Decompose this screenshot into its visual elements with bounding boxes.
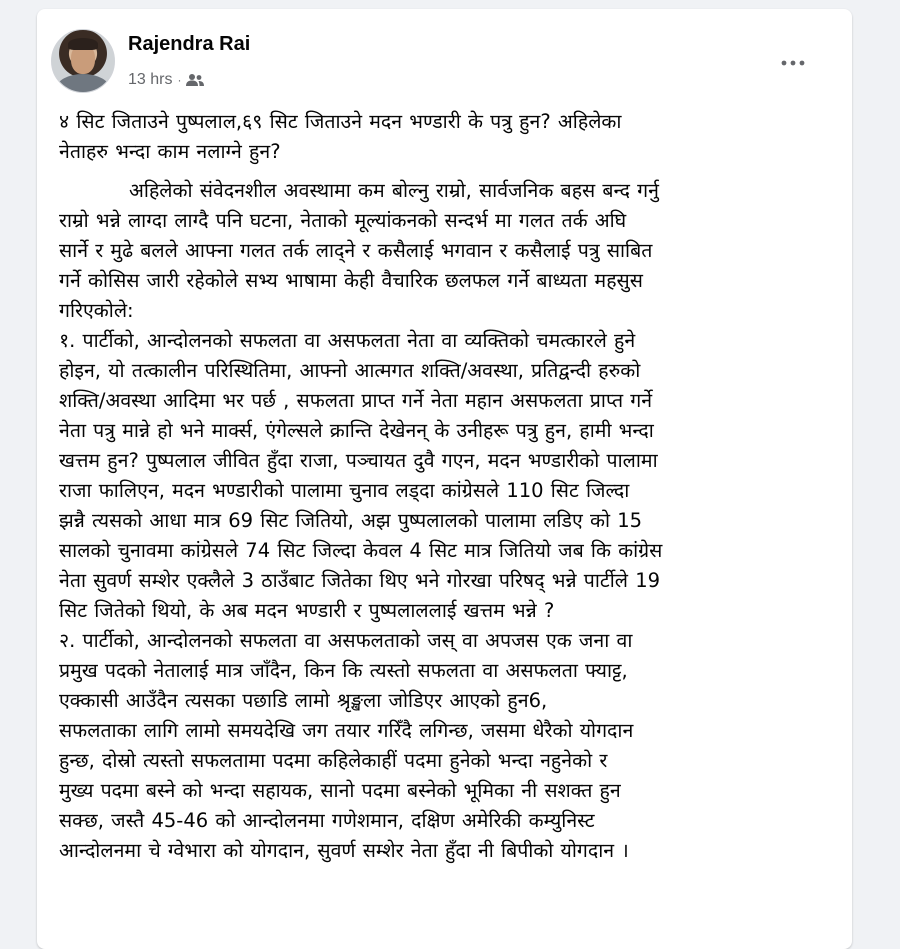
- body-line: एक्कासी आउँदैन त्यसका पछाडि लामो श्रृङ्खला जोडिएर आएको हुन6,: [59, 689, 548, 712]
- body-line: हुन्छ, दोस्रो त्यस्तो सफलतामा पदमा कहिलेकाहीं पदमा हुनेको भन्दा नहुनेको र: [59, 749, 608, 772]
- friends-icon[interactable]: [186, 73, 204, 87]
- body-line: प्रमुख पदको नेतालाई मात्र जाँदैन, किन कि त्यस्तो सफलता वा असफलता फ्याट्ट,: [59, 659, 628, 682]
- body-line: सक्छ, जस्तै 45-46 को आन्दोलनमा गणेशमान, दक्षिण अमेरिकी कम्युनिस्ट: [59, 809, 595, 832]
- body-line: खत्तम हुन? पुष्पलाल जीवित हुँदा राजा, पञ्चायत दुवै गएन, मदन भण्डारीको पालामा: [59, 449, 658, 472]
- body-line: सालको चुनावमा कांग्रेसले 74 सिट जिल्दा केवल 4 सिट मात्र जितियो जब कि कांग्रेस: [59, 539, 663, 562]
- body-line: १. पार्टीको, आन्दोलनको सफलता वा असफलता नेता वा व्यक्तिको चमत्कारले हुने: [59, 329, 636, 352]
- meta-separator: ·: [177, 73, 182, 87]
- body-line: अहिलेको संवेदनशील अवस्थामा कम बोल्नु राम्रो, सार्वजनिक बहस बन्द गर्नु: [129, 179, 659, 202]
- more-options-button[interactable]: [775, 49, 811, 77]
- body-line: शक्ति/अवस्था आदिमा भर पर्छ , सफलता प्राप्त गर्ने नेता महान असफलता प्राप्त गर्ने: [59, 389, 653, 412]
- post-card: [37, 9, 852, 949]
- post-meta: [128, 71, 204, 89]
- avatar-hair: [68, 38, 98, 50]
- body-line: गर्ने कोसिस जारी रहेकोले सभ्य भाषामा केही वैचारिक छलफल गर्ने बाध्यता महसुस: [59, 269, 643, 292]
- author-name[interactable]: Rajendra Rai: [128, 33, 251, 55]
- body-line: सफलताका लागि लामो समयदेखि जग तयार गरिँदै लगिन्छ, जसमा धेरैको योगदान: [59, 719, 634, 742]
- body-line: नेता सुवर्ण सम्शेर एक्लैले 3 ठाउँबाट जितेका थिए भने गोरखा परिषद् भन्ने पार्टीले 19: [59, 569, 661, 592]
- post-title-line: नेताहरु भन्दा काम नलाग्ने हुन?: [59, 140, 281, 163]
- avatar-shoulders: [56, 74, 110, 93]
- body-line: आन्दोलनमा चे ग्वेभारा को योगदान, सुवर्ण सम्शेर नेता हुँदा नी बिपीको योगदान ।: [59, 839, 629, 862]
- body-line: सिट जितेको थियो, के अब मदन भण्डारी र पुष्पलाललाई खत्तम भन्ने ?: [59, 599, 555, 622]
- body-line: राम्रो भन्ने लाग्दा लाग्दै पनि घटना, नेताको मूल्यांकनको सन्दर्भ मा गलत तर्क अघि: [59, 209, 627, 232]
- post-time[interactable]: 13 hrs: [128, 71, 173, 88]
- more-options-icon: [781, 60, 805, 66]
- post-text: [59, 107, 844, 866]
- body-line: गरिएकोले:: [59, 299, 134, 322]
- body-line: सार्ने र मुढे बलले आफ्ना गलत तर्क लाद्ने र कसैलाई भगवान र कसैलाई पत्रु साबित: [59, 239, 653, 262]
- body-line: होइन, यो तत्कालीन परिस्थितिमा, आफ्नो आत्मगत शक्ति/अवस्था, प्रतिद्वन्दी हरुको: [59, 359, 641, 382]
- body-line: राजा फालिएन, मदन भण्डारीको पालामा चुनाव लड्दा कांग्रेसले 110 सिट जिल्दा: [59, 479, 630, 502]
- body-line: मुख्य पदमा बस्ने को भन्दा सहायक, सानो पदमा बस्नेको भूमिका नी सशक्त हुन: [59, 779, 621, 802]
- avatar[interactable]: [51, 29, 115, 93]
- post-title-line: ४ सिट जिताउने पुष्पलाल,६९ सिट जिताउने मदन भण्डारी के पत्रु हुन? अहिलेका: [59, 110, 622, 133]
- body-line: नेता पत्रु मान्ने हो भने मार्क्स, एंगेल्सले क्रान्ति देखेनन् के उनीहरू पत्रु हुन, हामी भन्दा: [59, 419, 654, 442]
- body-line: २. पार्टीको, आन्दोलनको सफलता वा असफलताको जस् वा अपजस एक जना वा: [59, 629, 633, 652]
- body-line: झन्नै त्यसको आधा मात्र 69 सिट जितियो, अझ पुष्पलालको पालामा लडिए को 15: [59, 509, 643, 532]
